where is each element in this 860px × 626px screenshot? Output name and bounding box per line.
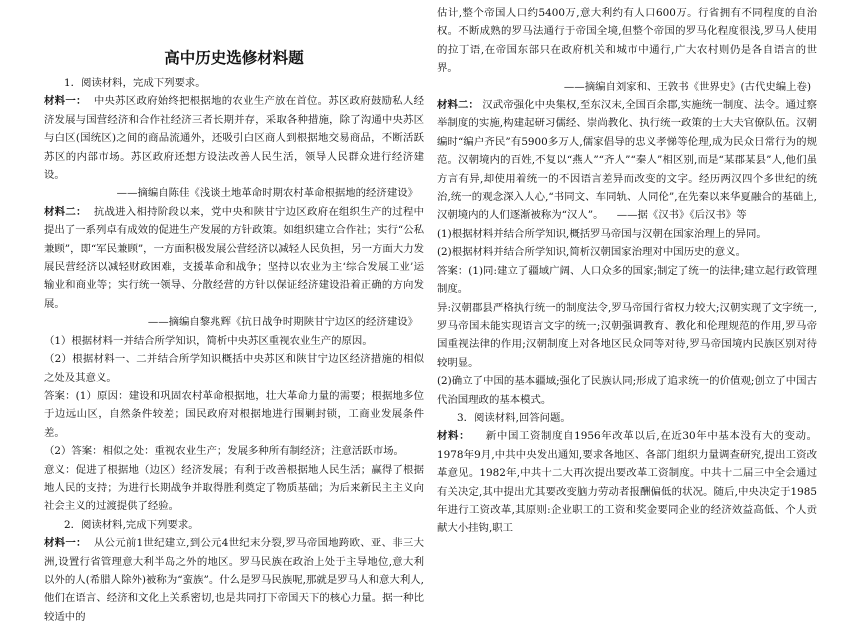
material-5-paragraph — [437, 427, 817, 537]
material-text: 从公元前1世纪建立,到公元4世纪末分裂,罗马帝国地跨欧、亚、非三大洲,设置行省管理意大利半岛之外的地区。罗马民族在政治上处于主导地位,意大利以外的人(希腊人除外)被称为“蛮族”。什么是罗马民族呢,那就是罗马人和意大利人,他们在语言、经济和文化上关系密切,也是共同打下帝国天下的核心力量。据一种比较适中的 — [44, 537, 424, 623]
material-text: 汉武帝强化中央集权,至东汉末,全国百余郡,实施统一制度、法令。通过察举制度的实施,构建起研习儒经、崇尚教化、执行统一政策的士大夫官僚队伍。汉朝编时“编户齐民”有5900多万人,儒家倡导的忠义孝悌等伦理,成为民众日常行为的规范。汉朝境内的百姓,不复以“燕人”“齐人”“秦人”相区别,而是“某郡某县”人,他们虽方言有异,却使用着统一的不因语言差异而改变的文字。经历两汉四个多世纪的统治,统一的观念深入人心,“书同文、车同轨、人同伦”,在先秦以来华夏融合的基础上,汉朝境内的人们逐渐被称为“汉人”。 — [437, 99, 817, 222]
question-1-2: （2）根据材料一、二并结合所学知识概括中央苏区和陕甘宁边区经济措施的相似之处及其意义。 — [44, 353, 424, 384]
left-column — [44, 0, 424, 626]
material-label: 材料二： — [44, 205, 87, 218]
answer-5: 异:汉朝郡县严格执行统一的制度法令,罗马帝国行省权力较大;汉朝实现了文字统一,罗马帝国未能实现语言文字的统一;汉朝强调教育、教化和伦理规范的作用,罗马帝国重视法律的作用;汉朝制度上对各地区民众同等对待,罗马帝国境内民族区别对待较明显。 — [437, 301, 817, 369]
material-label: 材料一： — [44, 95, 87, 108]
material-source: ——摘编自黎兆辉《抗日战争时期陕甘宁边区的经济建设》 — [147, 316, 418, 329]
material-label: 材料一： — [44, 537, 87, 550]
answer-1: 答案：(1）原因：建设和巩固农村革命根据地，壮大革命力量的需要；根据地多位于边远山区，自然条件较差；国民政府对根据地进行围剿封锁，工商业发展条件差。 — [44, 389, 424, 439]
answer-4: 答案：(1)同:建立了疆域广阔、人口众多的国家;制定了统一的法律;建立起行政管理制度。 — [437, 264, 817, 296]
material-source: ——据《汉书》《后汉书》等 — [616, 209, 747, 222]
answer-2: （2）答案：相似之处：重视农业生产；发展多种所有制经济；注意活跃市场。 — [44, 445, 404, 458]
page-title: 高中历史选修材料题 — [164, 49, 304, 67]
material-source: ——摘编自刘家和、王敦书《世界史》(古代史编上卷) — [563, 80, 811, 93]
answer-6: (2)确立了中国的基本疆域;强化了民族认同;形成了追求统一的价值观;创立了中国古代治国理政的基本模式。 — [437, 375, 817, 406]
material-text: 新中国工资制度自1956年改革以后,在近30年中基本没有大的变动。1978年9月,中共中央发出通知,要求各地区、各部门组织力量调查研究,提出工资改革意见。1982年,中共十二大再次提出要改革工资制度。中共十二届三中全会通过有关决定,其中提出尤其要改变脑力劳动者报酬偏低的状况。随后,中央决定于1985年进行工资改革,其原则:企业职工的工资和奖金要同企业的经济效益高低、个人贡献大小挂钩,职工 — [437, 430, 817, 535]
material-text: 中央苏区政府始终把根据地的农业生产放在首位。苏区政府鼓励私人经济发展与国营经济和合作社经济三者长期并存，采取各种措施，除了沟通中央苏区与白区(国统区)之间的商品流通外，还吸引白区商人到根据地交易商品，不断活跃苏区的内部市场。苏区政府还想方设法改善人民生活，领导人民群众进行经济建设。 — [44, 95, 425, 182]
material-2-paragraph — [44, 203, 424, 313]
answer-3: 意义：促进了根据地（边区）经济发展；有利于改善根据地人民生活；赢得了根据地人民的支持；为进行长期战争并取得胜利奠定了物质基础；为后来新民主主义向社会主义的过渡提供了经验。 — [44, 463, 424, 513]
question-2-1: (1)根据材料并结合所学知识,概括罗马帝国与汉朝在国家治理上的异同。 — [437, 227, 767, 240]
right-column — [437, 0, 817, 538]
question-2-2: (2)根据材料并结合所学知识,简析汉朝国家治理对中国历史的意义。 — [437, 246, 746, 259]
question-1-1: （1）根据材料一并结合所学知识，简析中央苏区重视农业生产的原因。 — [44, 334, 373, 347]
material-label: 材料： — [437, 430, 471, 443]
question-2-prompt: 2．阅读材料,完成下列要求。 — [64, 518, 199, 531]
material-source: ——摘编自陈佳《浅谈土地革命时期农村革命根据地的经济建设》 — [116, 187, 418, 200]
question-3-prompt: 3．阅读材料,回答问题。 — [457, 411, 571, 424]
question-1-prompt: 1．阅读材料，完成下列要求。 — [64, 77, 206, 89]
material-3-paragraph — [44, 534, 424, 626]
material-4-paragraph — [437, 96, 817, 225]
material-label: 材料二： — [437, 99, 479, 112]
material-3-continued: 估计,整个帝国人口约5400万,意大利约有人口600万。行省拥有不同程度的自治权。不断成熟的罗马法通行于帝国全境,但整个帝国的罗马化程度很浅,罗马人使用的拉丁语,在帝国东部只在政府机关和城市中通行,广大农村则仍是各自语言的世界。 — [437, 7, 817, 75]
material-1-paragraph — [44, 92, 424, 184]
material-text: 抗战进入相持阶段以来，党中央和陕甘宁边区政府在组织生产的过程中提出了一系列卓有成效的促进生产发展的方针政策。如组织建立合作社；实行“公私兼顾”，即“军民兼顾”，一方面积极发展公营经济以减轻人民负担，另一方面大力发展民营经济以减轻财政困难，支援革命和战争；坚持以农业为主‘综合发展工业’运输业和商业等；实行统一领导、分散经营的方针以保证经济建设沿着正确的方向发展。 — [44, 205, 425, 310]
